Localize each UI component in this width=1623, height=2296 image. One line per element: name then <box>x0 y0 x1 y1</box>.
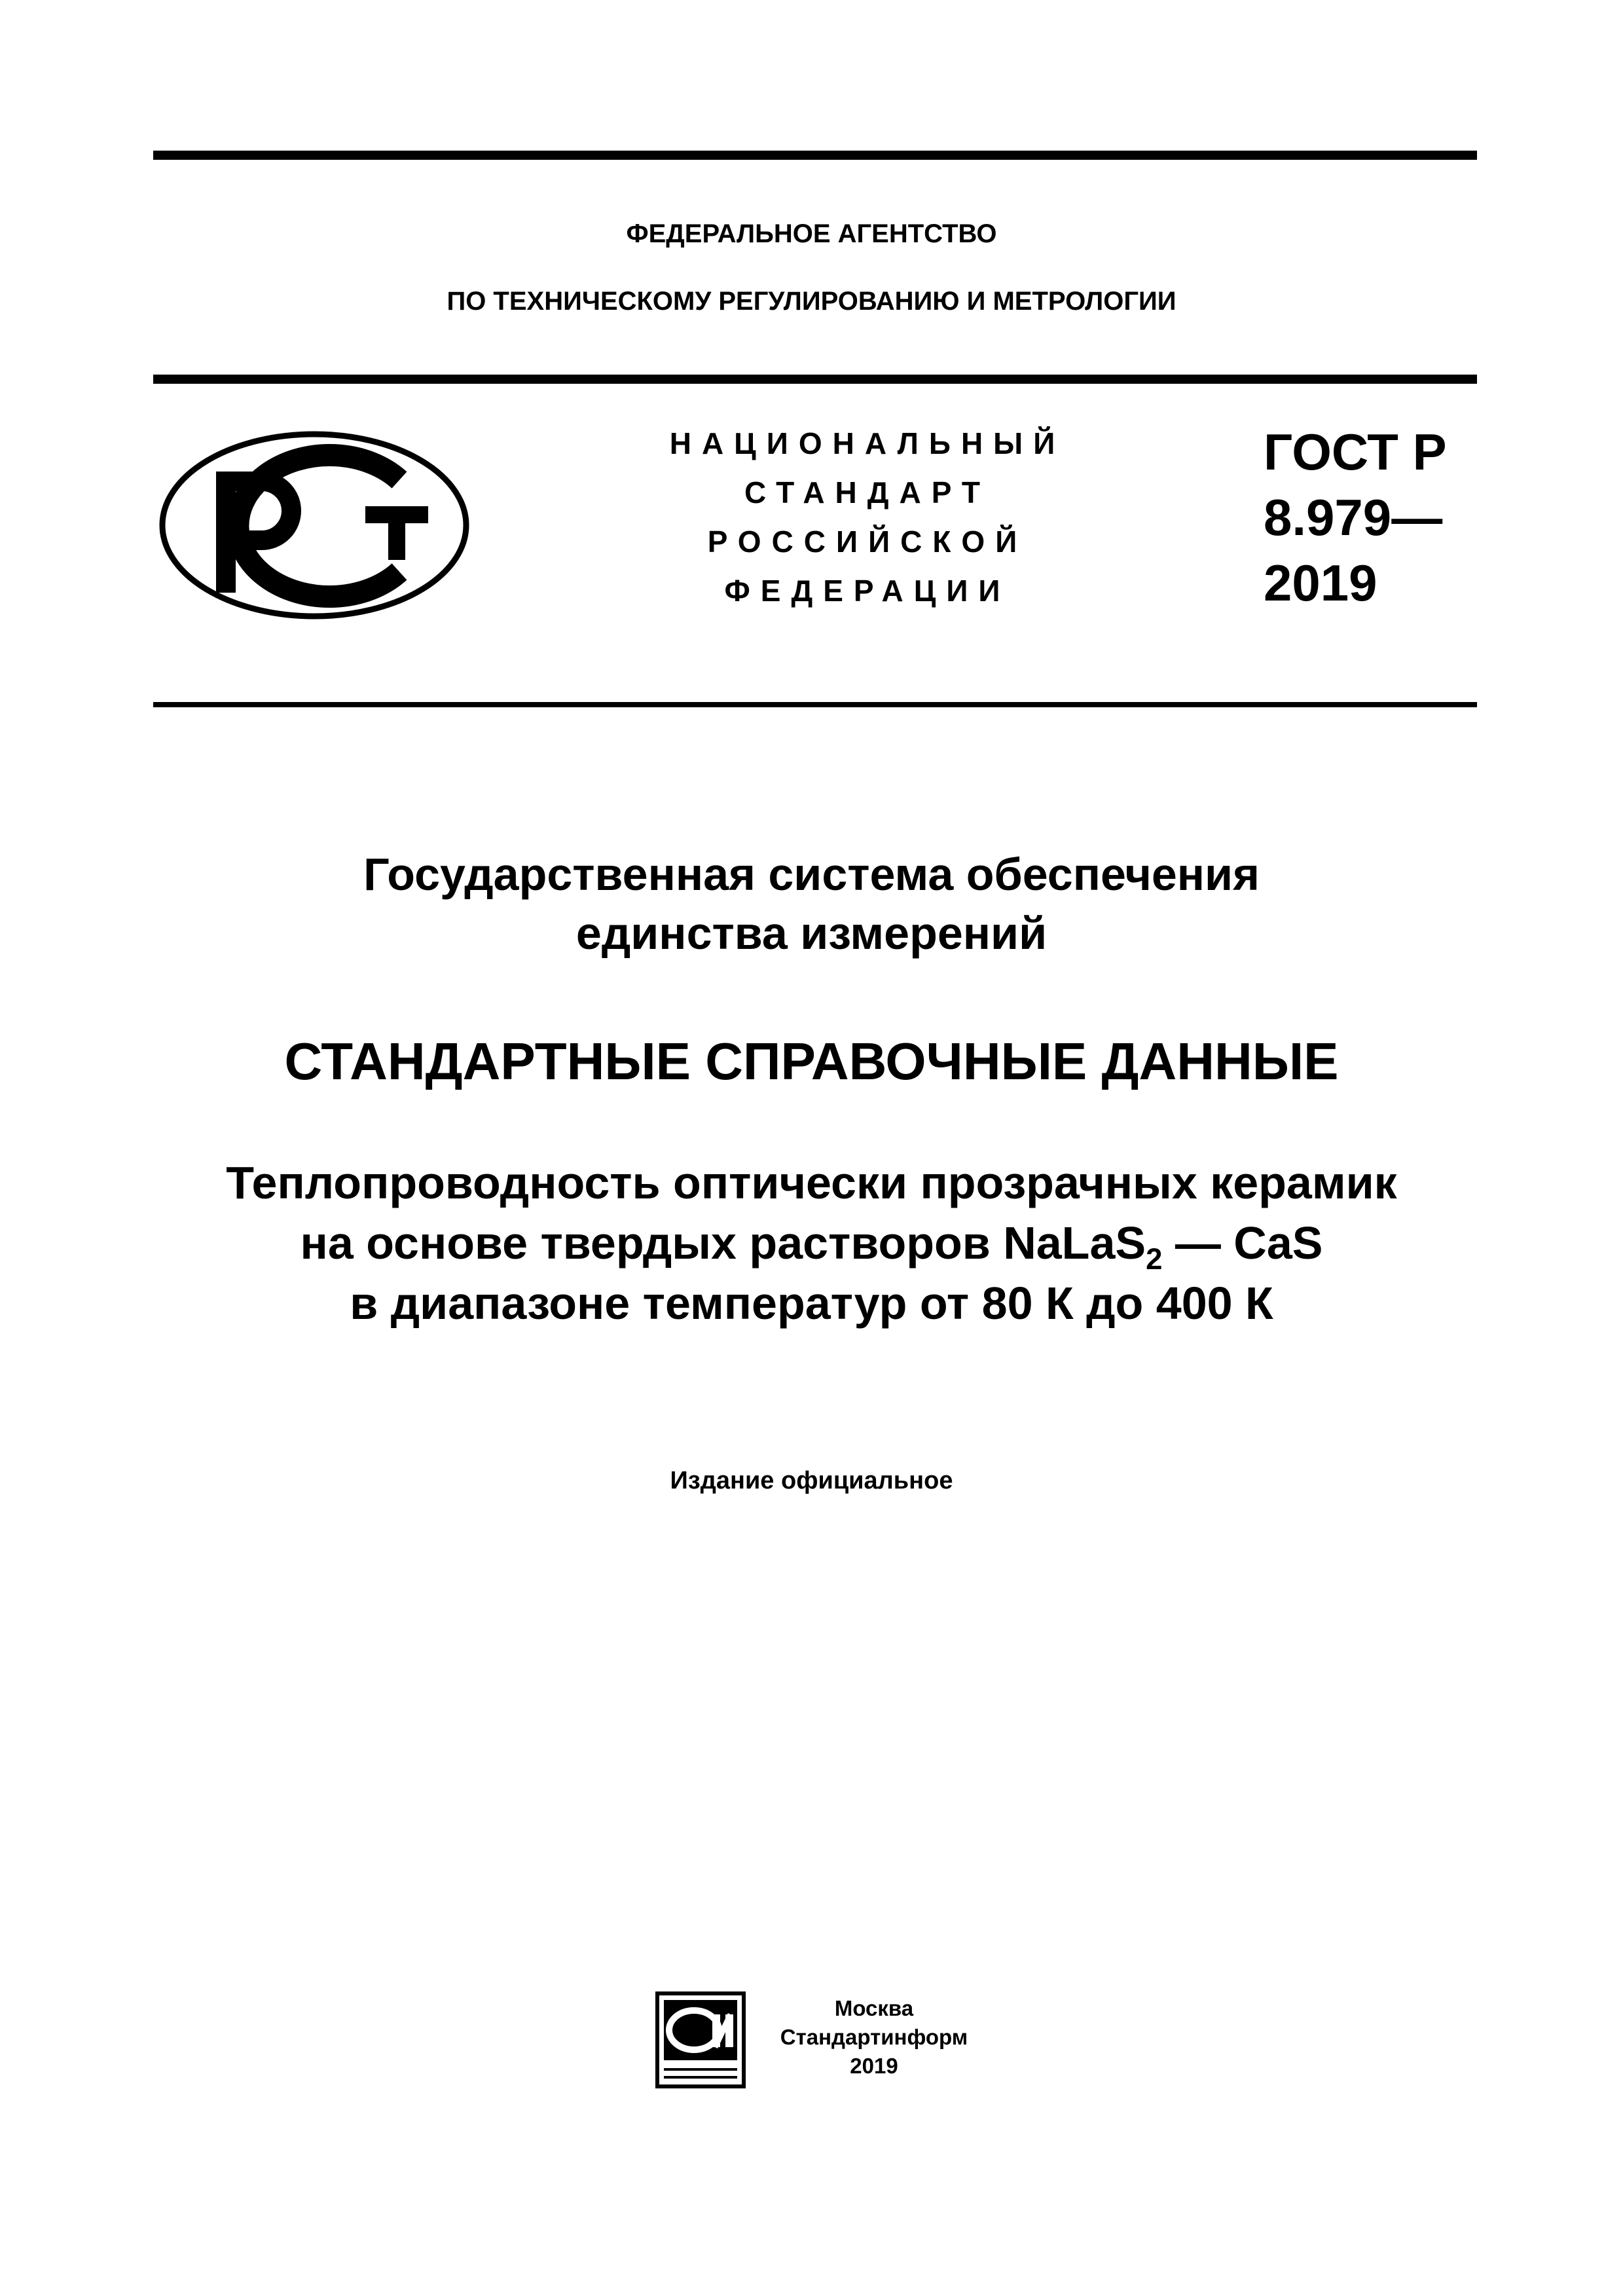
subtitle-line-2-tail: — CaS <box>1162 1217 1323 1268</box>
subtitle-subscript: 2 <box>1146 1242 1163 1276</box>
system-title-line-1: Государственная система обеспечения <box>363 849 1260 900</box>
top-rule <box>153 151 1477 160</box>
subtitle-line-2 <box>0 1213 1623 1276</box>
national-standard-line: РОССИЙСКОЙ <box>707 525 1028 559</box>
gost-line-1: ГОСТ Р <box>1264 423 1447 481</box>
gost-line-3: 2019 <box>1264 554 1377 612</box>
publisher-year: 2019 <box>850 2054 898 2078</box>
national-standard-line: ФЕДЕРАЦИИ <box>724 574 1011 608</box>
publisher-name: Стандартинформ <box>780 2025 968 2049</box>
system-title <box>0 845 1623 963</box>
national-standard-block <box>609 419 1126 616</box>
designation-rule <box>153 702 1477 707</box>
publisher-info <box>766 1994 982 2081</box>
subtitle <box>0 1153 1623 1333</box>
agency-line-2: ПО ТЕХНИЧЕСКОМУ РЕГУЛИРОВАНИЮ И МЕТРОЛОГИИ <box>447 287 1176 316</box>
edition-label: Издание официальное <box>670 1467 953 1494</box>
national-standard-line: НАЦИОНАЛЬНЫЙ <box>669 426 1066 460</box>
main-title: СТАНДАРТНЫЕ СПРАВОЧНЫЕ ДАННЫЕ <box>284 1032 1339 1090</box>
system-title-line-2: единства измерений <box>575 908 1048 959</box>
standartinform-logo-icon <box>655 1991 746 2089</box>
rst-logo-icon <box>157 429 471 622</box>
gost-designation <box>1264 419 1447 616</box>
subtitle-line-2-text: на основе твердых растворов NaLaS <box>300 1217 1146 1268</box>
subtitle-line-3: в диапазоне температур от 80 К до 400 К <box>350 1278 1273 1329</box>
agency-line-1: ФЕДЕРАЛЬНОЕ АГЕНТСТВО <box>626 219 997 248</box>
gost-line-2: 8.979— <box>1264 489 1443 546</box>
subtitle-line-1: Теплопроводность оптически прозрачных керамик <box>226 1157 1397 1208</box>
header-rule <box>153 375 1477 384</box>
national-standard-line: СТАНДАРТ <box>744 475 991 509</box>
publisher-city: Москва <box>834 1996 914 2020</box>
